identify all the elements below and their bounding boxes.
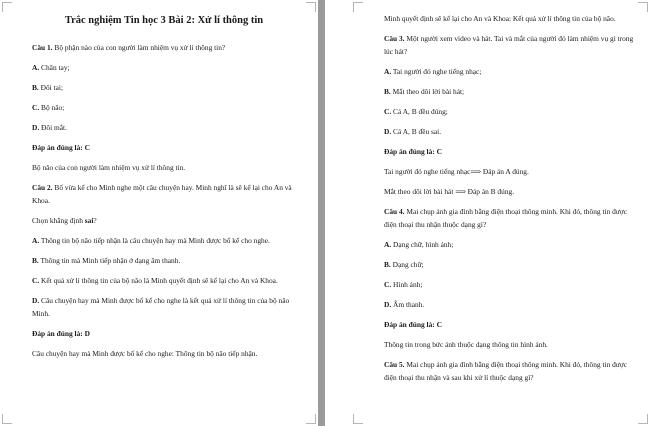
answer-line: Đáp án đúng là: D — [32, 329, 90, 338]
option-text: Bộ não; — [41, 103, 65, 112]
option-text: Dạng chữ, hình ảnh; — [393, 240, 454, 249]
question-label: Câu 5. — [384, 360, 405, 369]
option-key: C. — [384, 280, 392, 289]
answer-line: Đáp án đúng là: C — [32, 143, 90, 152]
option-c — [384, 278, 636, 291]
option-key: A. — [384, 240, 392, 249]
question-label: Câu 2. — [32, 183, 53, 192]
option-key: D. — [32, 123, 40, 132]
option-c — [32, 101, 296, 114]
explanation: Tai người đó nghe tiếng nhạc⟹ Đáp án A đúng. — [384, 167, 529, 176]
question-2 — [32, 181, 296, 207]
option-text: Cả A, B đều đúng; — [393, 107, 448, 116]
question-text: Mai chụp ảnh gia đình bằng điện thoại thông minh. Khi đó, thông tin được điện thoại thu nhận và sau khi xử lí thuộc dạng gì? — [384, 360, 627, 382]
question-text: Bộ phận nào của con người làm nhiệm vụ xử lí thông tin? — [54, 43, 226, 52]
option-b — [384, 85, 636, 98]
prompt-suffix: ? — [93, 216, 97, 225]
option-a — [384, 238, 636, 251]
option-key: A. — [32, 236, 40, 245]
explanation: Thông tin trong bức ảnh thuộc dạng thông tin hình ảnh. — [384, 340, 548, 349]
option-text: Âm thanh. — [393, 300, 425, 309]
option-d — [32, 294, 296, 320]
crop-mark — [2, 414, 12, 424]
crop-mark — [638, 2, 648, 12]
option-d — [384, 298, 636, 311]
option-key: B. — [384, 87, 391, 96]
question-text: Bố vừa kể cho Minh nghe một câu chuyện hay. Minh nghĩ là sẽ kể lại cho An và Khoa. — [32, 183, 292, 205]
option-text: Chân tay; — [41, 63, 70, 72]
option-text: Dạng chữ; — [392, 260, 424, 269]
document-page-right — [325, 0, 650, 426]
option-d — [32, 121, 296, 134]
question-label: Câu 4. — [384, 207, 405, 216]
option-key: D. — [32, 296, 40, 305]
question-text: Mai chụp ảnh gia đình bằng điện thoại thông minh. Khi đó, thông tin được điện thoại thu nhận thuộc dạng gì? — [384, 207, 627, 229]
option-a — [32, 234, 296, 247]
option-text: Mắt theo dõi lời bài hát; — [392, 87, 465, 96]
question-prompt — [32, 214, 296, 227]
option-b — [32, 254, 296, 267]
option-key: C. — [384, 107, 392, 116]
option-key: B. — [32, 83, 39, 92]
option-text: Thông tin bộ não tiếp nhận là câu chuyện hay mà Minh được bố kể cho nghe. — [40, 236, 270, 245]
continuation-text: Minh quyết định sẽ kể lại cho An và Khoa: Kết quả xử lí thông tin của bộ não. — [384, 14, 616, 23]
option-text: Hình ảnh; — [393, 280, 423, 289]
crop-mark — [306, 414, 316, 424]
crop-mark — [306, 2, 316, 12]
question-5 — [384, 358, 636, 384]
prompt-text: Chọn khẳng định — [32, 216, 85, 225]
option-text: Cả A, B đều sai. — [393, 127, 442, 136]
question-label: Câu 1. — [32, 43, 53, 52]
question-text: Một người xem video và hát. Tai và mắt của người đó làm nhiệm vụ gì trong lúc hát? — [384, 34, 634, 56]
explanation: Câu chuyện hay mà Minh được bố kể cho nghe: Thông tin bộ não tiếp nhận. — [32, 349, 258, 358]
option-key: C. — [32, 103, 40, 112]
document-page-left — [0, 0, 318, 426]
answer-line: Đáp án đúng là: C — [384, 320, 442, 329]
crop-mark — [353, 2, 363, 12]
option-text: Đôi tai; — [40, 83, 64, 92]
option-a — [384, 65, 636, 78]
option-key: C. — [32, 276, 40, 285]
option-c — [32, 274, 296, 287]
option-d — [384, 125, 636, 138]
explanation: Bộ não của con người làm nhiệm vụ xử lí thông tin. — [32, 163, 186, 172]
option-key: B. — [32, 256, 39, 265]
question-1 — [32, 41, 296, 54]
answer-line: Đáp án đúng là: C — [384, 147, 442, 156]
prompt-emphasis: sai — [84, 216, 94, 225]
option-text: Thông tin mà Minh tiếp nhận ở dạng âm thanh. — [40, 256, 181, 265]
option-key: D. — [384, 127, 392, 136]
page-gutter — [318, 0, 325, 426]
option-key: D. — [384, 300, 392, 309]
option-key: A. — [384, 67, 392, 76]
option-key: B. — [384, 260, 391, 269]
option-b — [384, 258, 636, 271]
question-4 — [384, 205, 636, 231]
option-b — [32, 81, 296, 94]
option-text: Tai người đó nghe tiếng nhạc; — [392, 67, 482, 76]
question-label: Câu 3. — [384, 34, 405, 43]
question-3 — [384, 32, 636, 58]
option-text: Kết quả xử lí thông tin của bộ não là Minh quyết định sẽ kể lại cho An và Khoa. — [41, 276, 278, 285]
crop-mark — [2, 2, 12, 12]
option-c — [384, 105, 636, 118]
explanation: Mắt theo dõi lời bài hát ⟹ Đáp án B đúng. — [384, 187, 515, 196]
crop-mark — [353, 414, 363, 424]
option-a — [32, 61, 296, 74]
option-text: Đôi mắt. — [41, 123, 67, 132]
document-title: Trắc nghiệm Tin học 3 Bài 2: Xử lí thông tin — [64, 15, 264, 26]
option-key: A. — [32, 63, 40, 72]
option-text: Câu chuyện hay mà Minh được bố kể cho nghe là kết quả xử lí thông tin của bộ não Minh. — [32, 296, 290, 318]
crop-mark — [638, 414, 648, 424]
